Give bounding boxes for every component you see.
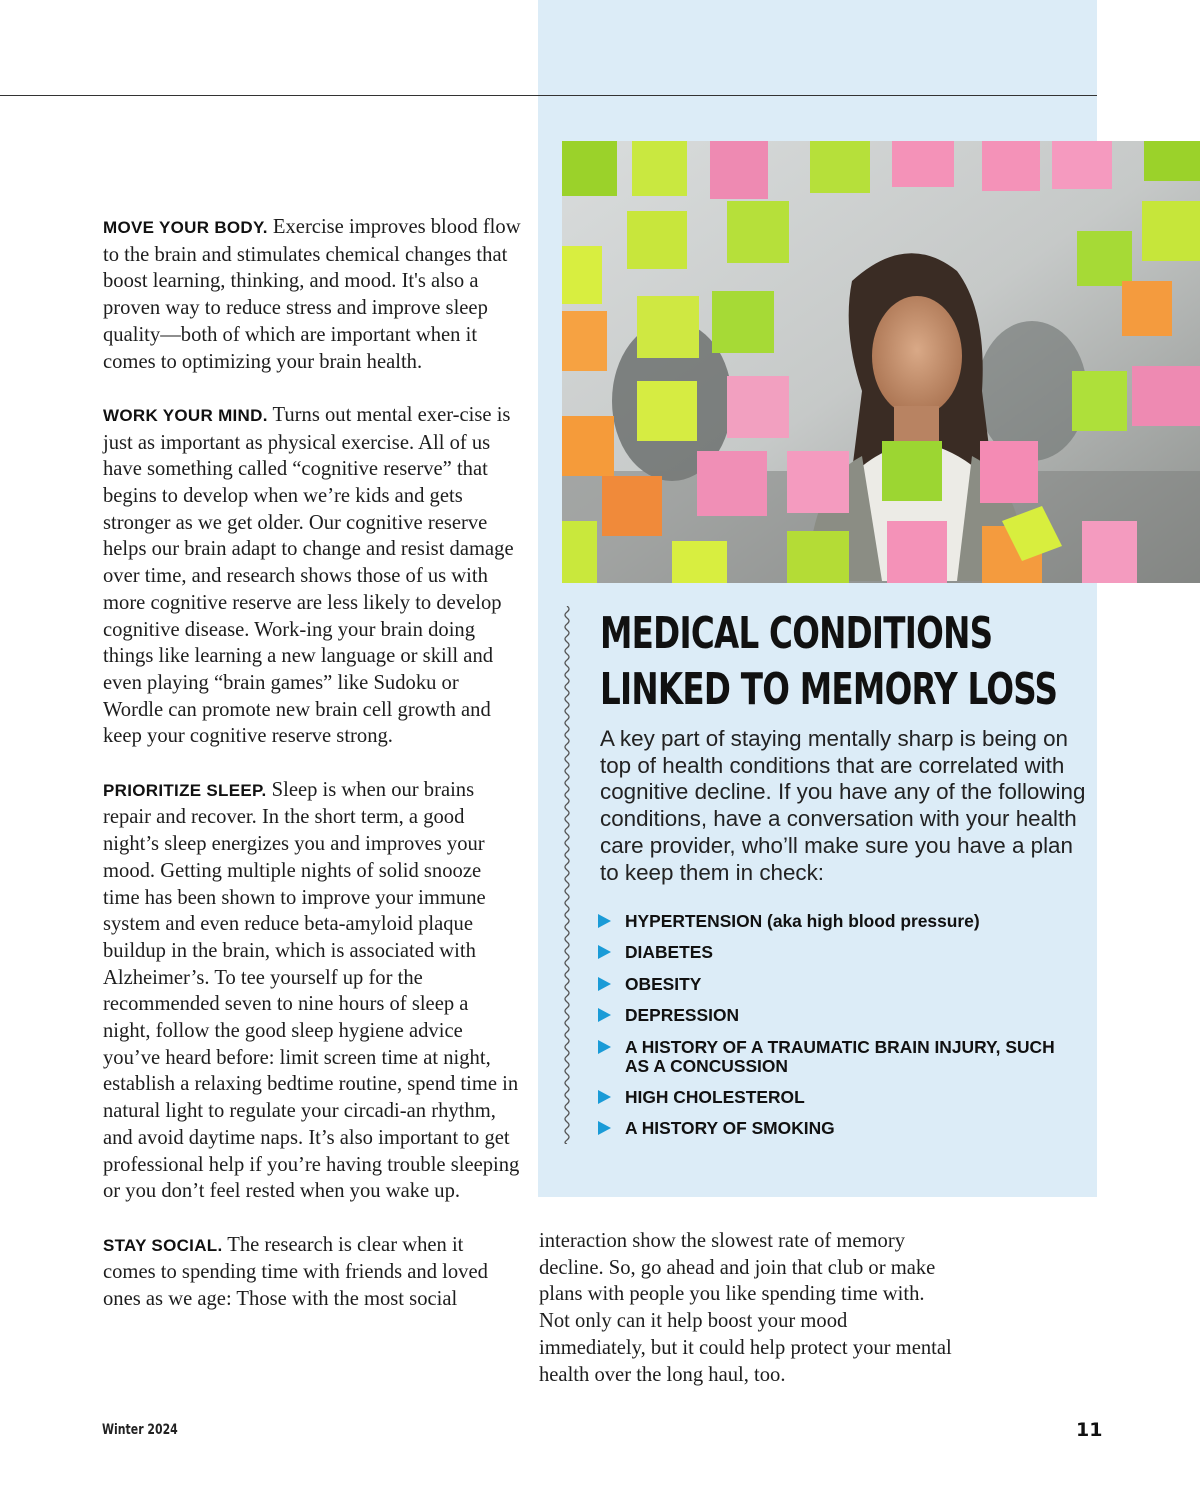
paragraph-move-your-body (103, 214, 521, 375)
top-rule (0, 95, 1097, 96)
paragraph-text: Exercise improves blood flow to the brain and stimulates chemical changes that boost learning, thinking, and mood. It's also a proven way to reduce stress and improve sleep quality—both of which are important when it comes to optimizing your brain health. (103, 216, 521, 373)
triangle-bullet-icon (598, 1121, 611, 1135)
list-item: HIGH CHOLESTEROL (598, 1088, 1078, 1107)
lead-work-your-mind: WORK YOUR MIND. (103, 405, 268, 425)
paragraph-work-your-mind (103, 402, 521, 750)
paragraph-continuation: interaction show the slowest rate of memory decline. So, go ahead and join that club or make plans with people you like spending time with. Not only can it help boost your mood immediately, but it could help protect your mental health over the long haul, too. (539, 1230, 952, 1386)
list-item: A HISTORY OF A TRAUMATIC BRAIN INJURY, SUCH AS A CONCUSSION (598, 1038, 1078, 1076)
paragraph-prioritize-sleep (103, 777, 521, 1205)
triangle-bullet-icon (598, 977, 611, 991)
sidebar-intro: A key part of staying mentally sharp is being on top of health conditions that are correlated with cognitive decline. If you have any of the following conditions, have a conversation with your health care provider, who’ll make sure you have a plan to keep them in check: (600, 726, 1086, 885)
sidebar-title-line-1: MEDICAL CONDITIONS (600, 608, 993, 659)
photo-illustration (562, 141, 1200, 583)
paragraph-text: Sleep is when our brains repair and recover. In the short term, a good night’s sleep energizes you and improves your mood. Getting multiple nights of solid snooze time has been shown to improve your immune system and even reduce beta-amyloid plaque buildup in the brain, which is associated with Alzheimer’s. To tee yourself up for the recommended seven to nine hours of sleep a night, follow the good sleep hygiene advice you’ve heard before: limit screen time at night, establish a relaxing bedtime routine, spend time in natural light to regulate your circadi-an rhythm, and avoid daytime naps. It’s also important to get professional help if you’re having trouble sleeping or you don’t feel rested when you wake up. (103, 778, 520, 1203)
list-item: A HISTORY OF SMOKING (598, 1119, 1078, 1138)
lead-stay-social: STAY SOCIAL. (103, 1235, 223, 1255)
triangle-bullet-icon (598, 945, 611, 959)
list-item: OBESITY (598, 975, 1078, 994)
triangle-bullet-icon (598, 1008, 611, 1022)
left-column (103, 214, 521, 1339)
conditions-list (598, 912, 1078, 1151)
lead-move-your-body: MOVE YOUR BODY. (103, 218, 268, 237)
paragraph-stay-social (103, 1232, 521, 1313)
list-item: DEPRESSION (598, 1006, 1078, 1025)
paragraph-text: Turns out mental exer-cise is just as important as physical exercise. All of us have something called “cognitive reserve” that begins to develop when we’re kids and gets stronger as we get older. Our cognitive reserve helps our brain adapt to change and resist damage over time, and research shows those of us with more cognitive reserve are less likely to develop cognitive disease. Work-ing your brain doing things like learning a new language or skill and even playing “brain games” like Sudoku or Wordle can promote new brain cell growth and keep your cognitive reserve strong. (103, 403, 514, 748)
triangle-bullet-icon (598, 1090, 611, 1104)
right-column (539, 1228, 959, 1388)
triangle-bullet-icon (598, 914, 611, 928)
paragraph-text: The research is clear when it comes to spending time with friends and loved ones as we age: Those with the most social (103, 1233, 488, 1311)
sticky-notes-photo (562, 141, 1200, 583)
lead-prioritize-sleep: PRIORITIZE SLEEP. (103, 780, 267, 800)
triangle-bullet-icon (598, 1040, 611, 1054)
wavy-divider (562, 606, 572, 1144)
sidebar-title-line-2: LINKED TO MEMORY LOSS (600, 664, 1058, 715)
page-number: 11 (1076, 1419, 1103, 1441)
sidebar-title (600, 606, 1058, 718)
list-item: DIABETES (598, 943, 1078, 962)
list-item: HYPERTENSION (aka high blood pressure) (598, 912, 1078, 931)
issue-label: Winter 2024 (102, 1422, 178, 1438)
